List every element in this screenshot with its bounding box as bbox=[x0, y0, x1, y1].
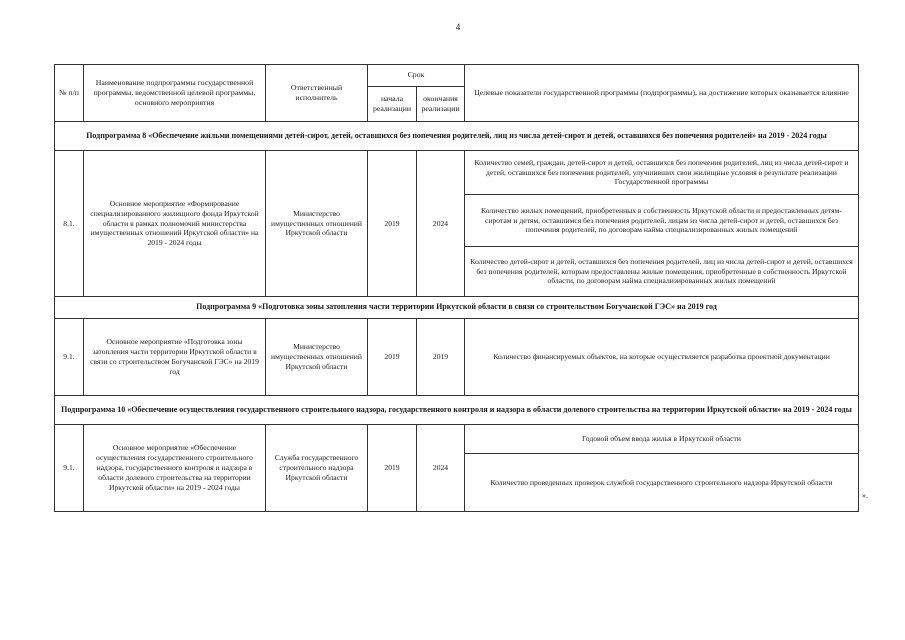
subprogram-8-title: Подпрограмма 8 «Обеспечение жильми помещениями детей-сирот, детей, оставшихся без попечения родителей, лиц из числа детей-сирот и детей, оставшихся без попечения родителей» на 2019 - 2024 годы bbox=[54, 121, 859, 151]
row-10-1-target-2: Количество проведенных проверок службой государственного строительного надзора Иркутской области bbox=[464, 453, 859, 512]
subprogram-9-title: Подпрограмма 9 «Подготовка зоны затопления части территории Иркутской области в связи со строительством Богучанской ГЭС» на 2019 год bbox=[54, 296, 859, 319]
row-10-1-num: 9.1. bbox=[54, 424, 84, 512]
row-9-1-start: 2019 bbox=[367, 318, 417, 396]
row-10-1-start: 2019 bbox=[367, 424, 417, 512]
program-table bbox=[54, 64, 859, 512]
page-number: 4 bbox=[455, 22, 461, 32]
header-start: начала реализации bbox=[367, 86, 417, 122]
row-10-1-name: Основное мероприятие «Обеспечение осуществления государственного строительного надзора, государственного контроля и надзора в области долевого строительства на территории Иркутской области» на 2019 - 2024 годы bbox=[83, 424, 266, 512]
row-10-1-responsible: Служба государственного строительного надзора Иркутской области bbox=[265, 424, 368, 512]
header-num: № п/п bbox=[54, 64, 84, 122]
row-10-1-end: 2024 bbox=[416, 424, 465, 512]
row-9-1-end: 2019 bbox=[416, 318, 465, 396]
row-8-1-name: Основное мероприятие «Формирование специализированного жилищного фонда Иркутской области в рамках полномочий министерства имущественных отношений Иркутской области» на 2019 - 2024 годы bbox=[83, 150, 266, 297]
header-name: Наименование подпрограммы государственной программы, ведомственной целевой программы, основного мероприятия bbox=[83, 64, 266, 122]
row-8-1-num: 8.1. bbox=[54, 150, 84, 297]
row-8-1-target-2: Количество жилых помещений, приобретенных в собственность Иркутской области и предоставленных детям-сиротам и детям, оставшимся без попечения родителей, лицам из числа детей-сирот и детей, оставшихся без попечения родителей, по договорам найма специализированных жилых помещений bbox=[464, 194, 859, 247]
row-9-1-name: Основное мероприятие «Подготовка зоны затопления части территории Иркутской области в связи со строительством Богучанской ГЭС» на 2019 год bbox=[83, 318, 266, 396]
row-9-1-target-1: Количество финансируемых объектов, на которые осуществляется разработка проектной документации bbox=[464, 318, 859, 396]
row-8-1-end: 2024 bbox=[416, 150, 465, 297]
row-8-1-start: 2019 bbox=[367, 150, 417, 297]
row-8-1-responsible: Министерство имущественных отношений Иркутской области bbox=[265, 150, 368, 297]
row-9-1-responsible: Министерство имущественных отношений Иркутской области bbox=[265, 318, 368, 396]
header-end: окончания реализации bbox=[416, 86, 465, 122]
row-10-1-target-1: Годовой объем ввода жилья в Иркутской области bbox=[464, 424, 859, 454]
header-targets: Целевые показатели государственной программы (подпрограммы), на достижение которых оказывается влияние bbox=[464, 64, 859, 122]
row-8-1-target-1: Количество семей, граждан, детей-сирот и детей, оставшихся без попечения родителей, лиц из числа детей-сирот и детей, оставшихся без попечения родителей, улучшивших свои жилищные условия в результате реализации Государственной программы bbox=[464, 150, 859, 195]
closing-quote-mark: ». bbox=[862, 491, 868, 500]
row-9-1-num: 9.1. bbox=[54, 318, 84, 396]
subprogram-10-title: Подпрограмма 10 «Обеспечение осуществления государственного строительного надзора, государственного контроля и надзора в области долевого строительства на территории Иркутской области» на 2019 - 2024 годы bbox=[54, 395, 859, 425]
row-8-1-target-3: Количество детей-сирот и детей, оставшихся без попечения родителей, лиц из числа детей-сирот и детей, оставшихся без попечения родителей, которым предоставлены жилые помещения, приобретенные в собственность Иркутской области, по договорам найма специализированных жилых помещений bbox=[464, 246, 859, 297]
header-term: Срок bbox=[367, 64, 465, 87]
header-responsible: Ответственный исполнитель bbox=[265, 64, 368, 122]
